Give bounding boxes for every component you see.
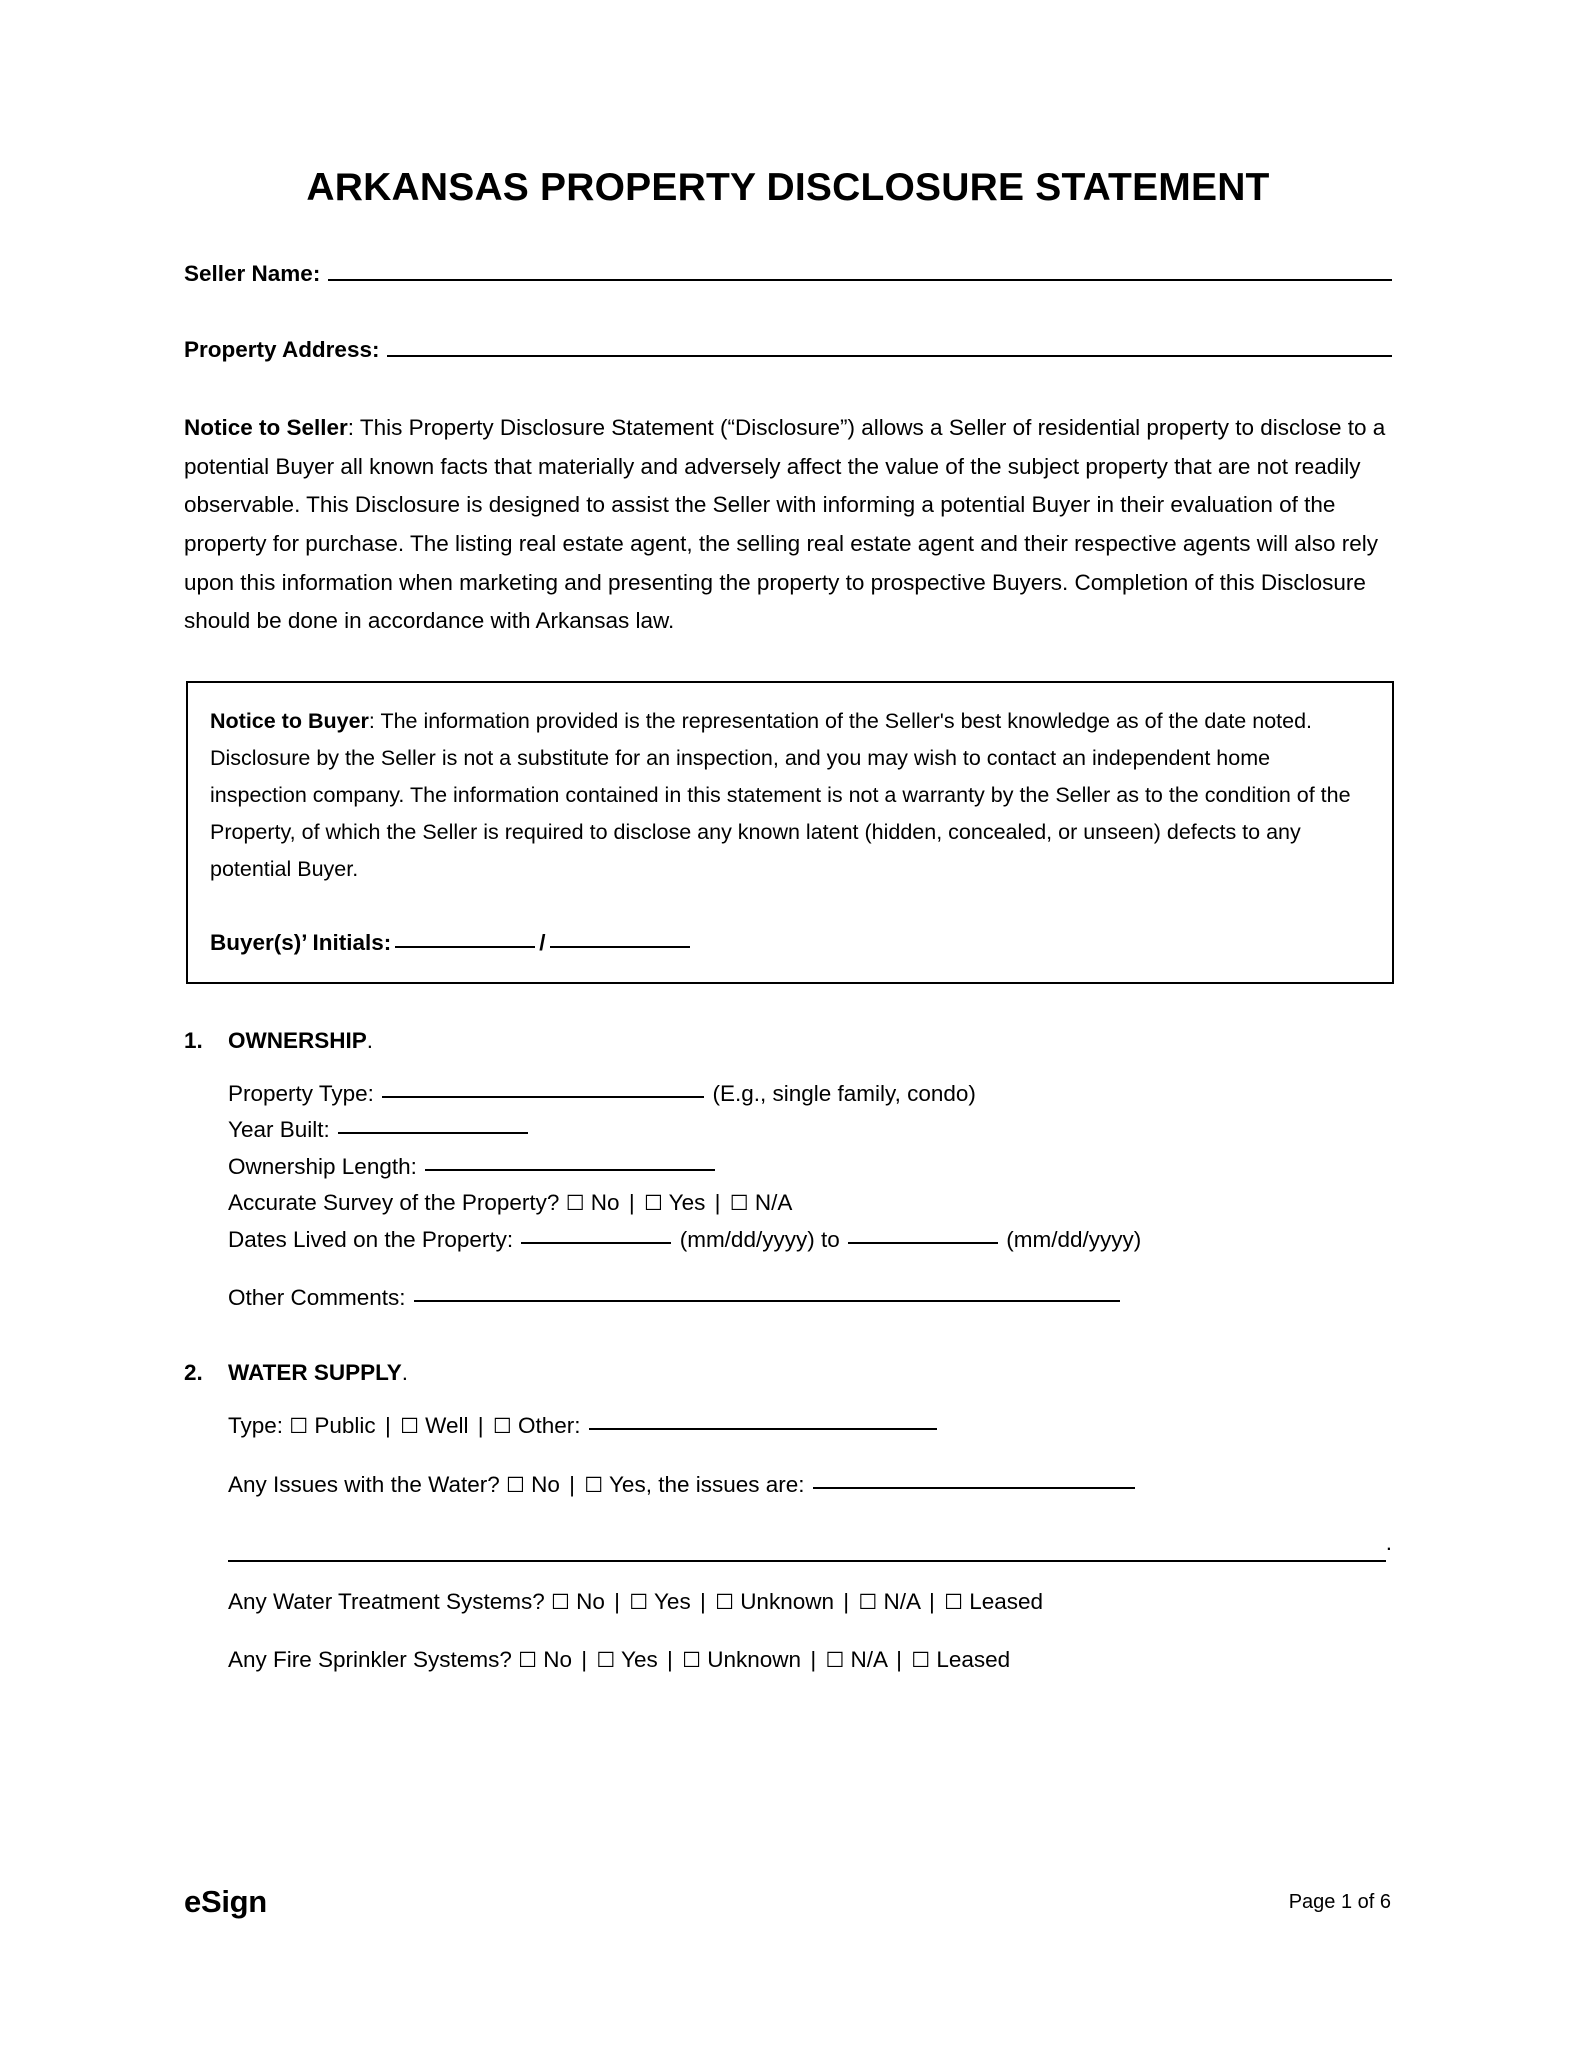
seller-name-input-rule[interactable] [328, 259, 1392, 281]
water-issues-label: Any Issues with the Water? [228, 1471, 500, 1497]
property-type-input[interactable] [382, 1095, 704, 1098]
property-address-field[interactable] [184, 335, 1392, 363]
water-treatment-option-unknown[interactable]: Unknown [740, 1588, 834, 1614]
water-treatment-option-yes[interactable]: Yes [653, 1588, 691, 1614]
section-water-supply-title-suffix: . [401, 1360, 409, 1386]
section-ownership-title-suffix: . [366, 1027, 374, 1053]
section-ownership-title-wrap [228, 1028, 373, 1054]
water-type-option-well[interactable]: Well [425, 1413, 469, 1439]
year-built-row[interactable] [228, 1112, 1392, 1148]
page-footer [184, 1884, 1391, 1920]
checkbox-icon-survey-no[interactable]: ☐ [565, 1191, 585, 1216]
separator-pipe: | [929, 1588, 935, 1614]
water-type-label: Type: [228, 1413, 284, 1439]
ownership-length-label: Ownership Length: [228, 1153, 417, 1179]
water-issues-input[interactable] [813, 1486, 1135, 1489]
separator-pipe: | [843, 1588, 850, 1614]
dates-format-hint-2: (mm/dd/yyyy) [1006, 1226, 1142, 1252]
section-water-supply-number: 2. [184, 1360, 203, 1386]
dates-lived-row[interactable] [228, 1222, 1392, 1258]
ownership-length-input[interactable] [425, 1168, 715, 1171]
water-treatment-row[interactable] [228, 1584, 1392, 1620]
checkbox-icon-water-public[interactable]: ☐ [289, 1414, 309, 1439]
water-issues-continuation-row[interactable] [228, 1525, 1392, 1561]
checkbox-icon-sprinkler-leased[interactable]: ☐ [911, 1648, 931, 1673]
checkbox-icon-water-other[interactable]: ☐ [492, 1414, 512, 1439]
seller-name-label: Seller Name: [184, 260, 321, 286]
section-water-supply-heading [184, 1360, 1392, 1386]
section-ownership-heading [184, 1028, 1392, 1054]
separator-pipe: | [477, 1413, 484, 1439]
other-comments-row[interactable] [228, 1280, 1392, 1316]
fire-sprinkler-option-yes[interactable]: Yes [621, 1647, 658, 1673]
ownership-length-row[interactable] [228, 1149, 1392, 1185]
buyer-initial-1-input[interactable] [395, 945, 535, 948]
checkbox-icon-sprinkler-no[interactable]: ☐ [518, 1648, 537, 1673]
checkbox-icon-survey-yes[interactable]: ☐ [643, 1191, 663, 1216]
checkbox-icon-water-issues-no[interactable]: ☐ [506, 1472, 525, 1497]
notice-to-buyer-box [186, 681, 1394, 984]
accurate-survey-option-na[interactable]: N/A [754, 1190, 793, 1216]
separator-pipe: | [896, 1647, 902, 1673]
checkbox-icon-sprinkler-yes[interactable]: ☐ [596, 1648, 616, 1673]
property-type-label: Property Type: [228, 1080, 374, 1106]
section-ownership-body [228, 1076, 1392, 1317]
fire-sprinkler-option-na[interactable]: N/A [850, 1647, 887, 1673]
water-treatment-option-no[interactable]: No [576, 1588, 605, 1614]
accurate-survey-label: Accurate Survey of the Property? [228, 1190, 560, 1216]
section-ownership-number: 1. [184, 1027, 203, 1053]
water-issues-option-yes[interactable]: Yes, the issues are: [608, 1471, 805, 1497]
checkbox-icon-water-issues-yes[interactable]: ☐ [584, 1472, 604, 1497]
checkbox-icon-survey-na[interactable]: ☐ [729, 1191, 749, 1216]
water-issues-row[interactable] [228, 1467, 1392, 1503]
section-water-supply [184, 1360, 1392, 1678]
fire-sprinkler-row[interactable] [228, 1642, 1392, 1678]
property-type-hint: (E.g., single family, condo) [712, 1080, 976, 1106]
notice-to-seller-heading: Notice to Seller [184, 414, 348, 440]
separator-pipe: | [667, 1647, 673, 1673]
section-ownership [184, 1028, 1392, 1317]
water-issues-option-no[interactable]: No [531, 1471, 560, 1497]
separator-pipe: | [581, 1647, 588, 1673]
accurate-survey-row[interactable] [228, 1185, 1392, 1221]
dates-format-hint-1: (mm/dd/yyyy) [679, 1226, 815, 1252]
property-address-label: Property Address: [184, 336, 380, 362]
water-treatment-option-na[interactable]: N/A [883, 1588, 920, 1614]
water-type-option-other[interactable]: Other: [518, 1413, 581, 1439]
buyer-initial-2-input[interactable] [550, 945, 690, 948]
accurate-survey-option-yes[interactable]: Yes [668, 1190, 706, 1216]
checkbox-icon-sprinkler-unknown[interactable]: ☐ [682, 1648, 701, 1673]
water-type-other-input[interactable] [589, 1427, 937, 1430]
other-comments-input[interactable] [414, 1299, 1120, 1302]
esign-logo: eSign [184, 1884, 267, 1919]
checkbox-icon-treatment-yes[interactable]: ☐ [629, 1589, 649, 1614]
dates-lived-label: Dates Lived on the Property: [228, 1226, 514, 1252]
checkbox-icon-treatment-leased[interactable]: ☐ [944, 1589, 963, 1614]
section-ownership-title: OWNERSHIP [228, 1027, 367, 1053]
accurate-survey-option-no[interactable]: No [590, 1190, 620, 1216]
notice-to-buyer-heading: Notice to Buyer [210, 708, 369, 733]
property-type-row[interactable] [228, 1076, 1392, 1112]
checkbox-icon-treatment-no[interactable]: ☐ [551, 1589, 570, 1614]
water-issues-terminator: . [1385, 1530, 1392, 1556]
separator-pipe: | [810, 1647, 817, 1673]
water-type-option-public[interactable]: Public [314, 1413, 376, 1439]
notice-to-seller-paragraph [184, 409, 1392, 641]
separator-pipe: | [614, 1588, 621, 1614]
notice-to-buyer-paragraph [210, 703, 1370, 888]
section-water-supply-body [228, 1408, 1392, 1678]
fire-sprinkler-option-leased[interactable]: Leased [936, 1647, 1011, 1673]
notice-to-buyer-body: : The information provided is the representation of the Seller's best knowledge as of the date noted. Disclosure by the Seller is not a substitute for an inspection, and you may wish to contact an independent home inspection company. The information contained in this statement is not a warranty by the Seller as to the condition of the Property, of which the Seller is required to disclose any known latent (hidden, concealed, or unseen) defects to any potential Buyer. [210, 708, 1351, 881]
seller-name-field[interactable] [184, 259, 1392, 287]
page-number: Page 1 of 6 [1288, 1890, 1391, 1913]
checkbox-icon-treatment-na[interactable]: ☐ [858, 1589, 878, 1614]
property-address-input-rule[interactable] [387, 335, 1392, 357]
fire-sprinkler-option-unknown[interactable]: Unknown [707, 1647, 802, 1673]
separator-pipe: | [569, 1471, 576, 1497]
buyer-initials-field[interactable] [210, 930, 1370, 956]
water-treatment-option-leased[interactable]: Leased [969, 1588, 1044, 1614]
notice-to-seller-body: : This Property Disclosure Statement (“Disclosure”) allows a Seller of residential property to disclose to a potential Buyer all known facts that materially and adversely affect the value of the subject property that are not readily observable. This Disclosure is designed to assist the Seller with informing a potential Buyer in their evaluation of the property for purchase. The listing real estate agent, the selling real estate agent and their respective agents will also rely upon this information when marketing and presenting the property to prospective Buyers. Completion of this Disclosure should be done in accordance with Arkansas law. [184, 414, 1386, 634]
dates-lived-to-input[interactable] [848, 1241, 998, 1244]
water-type-row[interactable] [228, 1408, 1392, 1444]
dates-to-label: to [820, 1226, 840, 1252]
water-issues-continuation-input[interactable] [228, 1544, 1386, 1562]
separator-pipe: | [714, 1190, 721, 1216]
water-treatment-label: Any Water Treatment Systems? [228, 1588, 545, 1614]
section-water-supply-title: WATER SUPPLY [228, 1360, 402, 1386]
year-built-input[interactable] [338, 1131, 528, 1134]
checkbox-icon-water-well[interactable]: ☐ [400, 1414, 419, 1439]
other-comments-label: Other Comments: [228, 1285, 406, 1310]
buyer-initials-label: Buyer(s)’ Initials: [210, 929, 392, 955]
separator-pipe: | [384, 1413, 391, 1439]
separator-pipe: | [699, 1588, 706, 1614]
dates-lived-from-input[interactable] [521, 1241, 671, 1244]
year-built-label: Year Built: [228, 1117, 330, 1143]
page-content [184, 0, 1392, 1679]
fire-sprinkler-option-no[interactable]: No [543, 1647, 572, 1673]
separator-pipe: | [628, 1190, 635, 1216]
buyer-initials-separator: / [539, 929, 546, 955]
checkbox-icon-sprinkler-na[interactable]: ☐ [825, 1648, 845, 1673]
page-title: ARKANSAS PROPERTY DISCLOSURE STATEMENT [306, 166, 1270, 209]
section-water-supply-title-wrap [228, 1360, 408, 1386]
checkbox-icon-treatment-unknown[interactable]: ☐ [715, 1589, 734, 1614]
fire-sprinkler-label: Any Fire Sprinkler Systems? [228, 1647, 512, 1673]
